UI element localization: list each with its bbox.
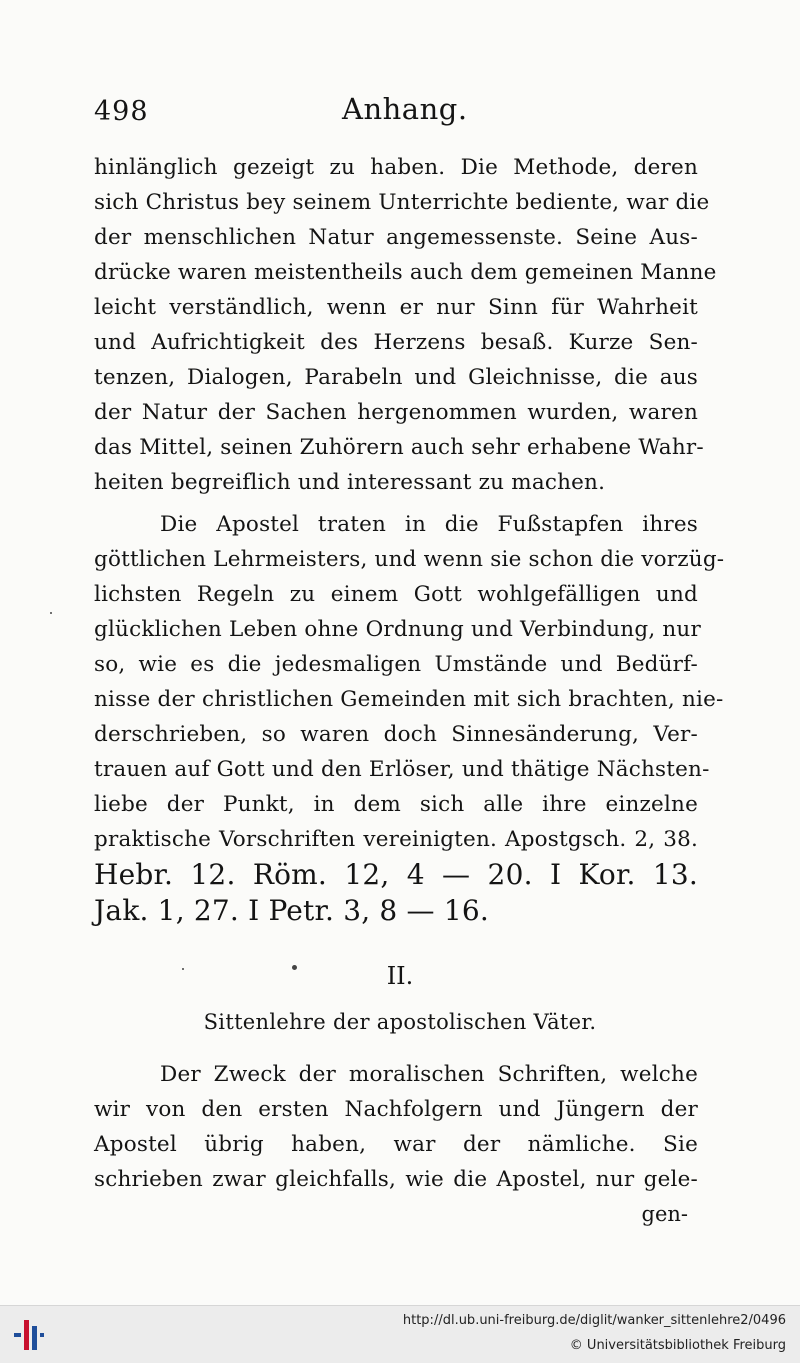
viewer-footer (0, 1305, 800, 1363)
text-line: und Aufrichtigkeit des Herzens besaß. Kurze Sen- (94, 330, 698, 355)
paragraph-2 (94, 507, 725, 929)
text-line: göttlichen Lehrmeisters, und wenn sie schon die vorzüg- (94, 547, 725, 572)
text-line: der menschlichen Natur angemessenste. Seine Aus- (94, 225, 698, 250)
copyright-notice: © Universitätsbibliothek Freiburg (569, 1338, 786, 1353)
text-line: trauen auf Gott und den Erlöser, und thätige Nächsten- (94, 757, 710, 782)
bible-reference-line: Hebr. 12. Röm. 12, 4 — 20. I Kor. 13. (94, 858, 698, 891)
text-line: leicht verständlich, wenn er nur Sinn für Wahrheit (94, 295, 698, 320)
permalink-url[interactable]: http://dl.ub.uni-freiburg.de/diglit/wanker_sittenlehre2/0496 (402, 1313, 786, 1328)
paragraph-3 (94, 1057, 698, 1197)
running-head: Anhang. (342, 92, 468, 126)
text-line: derschrieben, so waren doch Sinnesänderung, Ver- (94, 722, 698, 747)
text-line: wir von den ersten Nachfolgern und Jüngern der (94, 1097, 698, 1122)
library-logo-icon (14, 1318, 44, 1352)
logo-bar-red (24, 1320, 29, 1350)
logo-dash-left (14, 1333, 21, 1337)
text-line: heiten begreiflich und interessant zu machen. (94, 470, 606, 495)
text-line: praktische Vorschriften vereinigten. Apostgsch. 2, 38. (94, 827, 698, 852)
text-line: Apostel übrig haben, war der nämliche. Sie (94, 1132, 698, 1157)
section-title: Sittenlehre der apostolischen Väter. (203, 1010, 597, 1034)
text-line: tenzen, Dialogen, Parabeln und Gleichnisse, die aus (94, 365, 698, 390)
text-line: Der Zweck der moralischen Schriften, welche (160, 1062, 698, 1087)
print-speck (182, 968, 184, 970)
print-speck (50, 612, 52, 614)
text-line: drücke waren meistentheils auch dem gemeinen Manne (94, 260, 717, 285)
logo-dash-right (40, 1333, 44, 1337)
text-line: der Natur der Sachen hergenommen wurden, waren (94, 400, 698, 425)
page-number: 498 (94, 96, 149, 127)
text-line: lichsten Regeln zu einem Gott wohlgefälligen und (94, 582, 698, 607)
text-line: nisse der christlichen Gemeinden mit sich brachten, nie- (94, 687, 724, 712)
section-number: II. (386, 962, 414, 990)
paragraph-1 (94, 150, 717, 500)
text-line: so, wie es die jedesmaligen Umstände und Bedürf- (94, 652, 698, 677)
text-line: sich Christus bey seinem Unterrichte bediente, war die (94, 190, 710, 215)
text-line: liebe der Punkt, in dem sich alle ihre einzelne (94, 792, 698, 817)
bible-reference-line: Jak. 1, 27. I Petr. 3, 8 — 16. (94, 894, 489, 927)
page-header (92, 92, 702, 132)
text-line: glücklichen Leben ohne Ordnung und Verbindung, nur (94, 617, 701, 642)
catchword: gen- (641, 1202, 688, 1226)
print-speck (292, 965, 297, 970)
text-line: schrieben zwar gleichfalls, wie die Apostel, nur gele- (94, 1167, 698, 1192)
text-line: hinlänglich gezeigt zu haben. Die Methode, deren (94, 155, 698, 180)
logo-bar-blue (32, 1326, 37, 1350)
text-line: das Mittel, seinen Zuhörern auch sehr erhabene Wahr- (94, 435, 704, 460)
text-line: Die Apostel traten in die Fußstapfen ihres (160, 512, 698, 537)
